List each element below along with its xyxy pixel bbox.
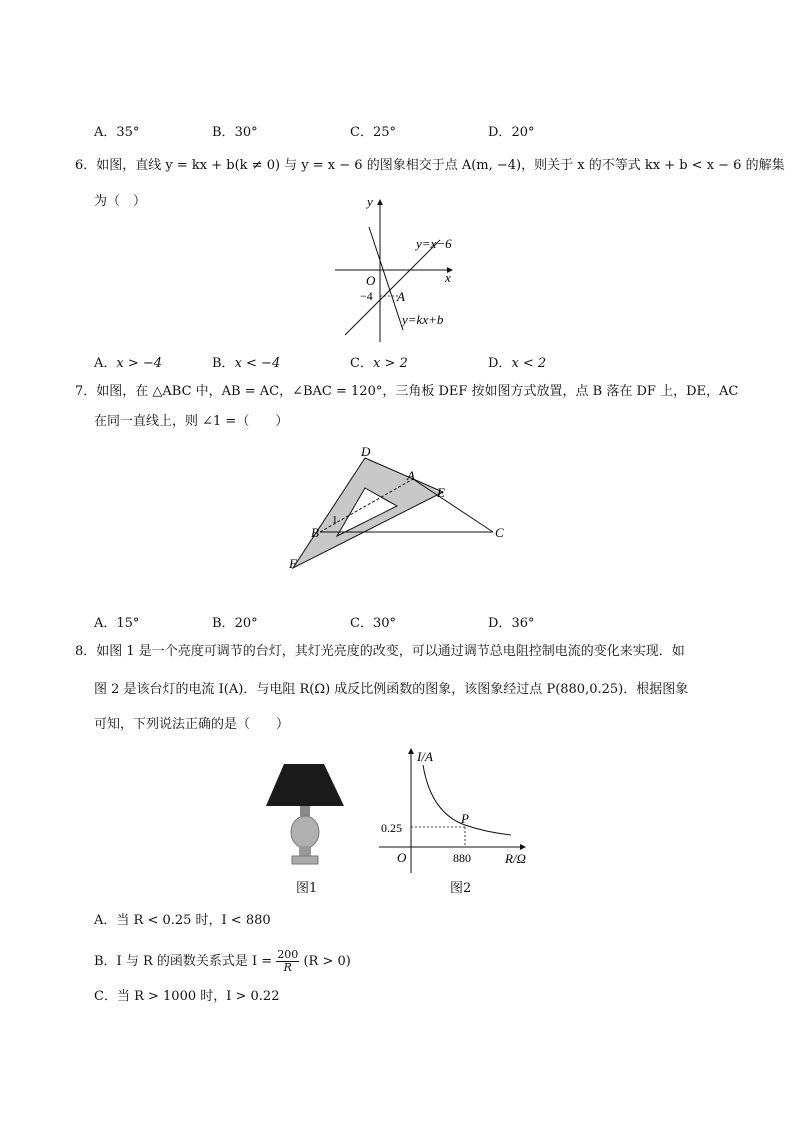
q6-option-a: A．x > −4 bbox=[94, 356, 163, 371]
q7-label-d: D bbox=[361, 444, 371, 459]
q8-option-b-fraction bbox=[276, 949, 299, 974]
q6-origin-label: O bbox=[366, 273, 376, 288]
q5-option-a: A．35° bbox=[94, 125, 140, 140]
q5-option-c: C．25° bbox=[350, 125, 396, 140]
q8-option-b-text: B．I 与 R 的函数关系式是 I = bbox=[94, 954, 273, 969]
lamp-body bbox=[291, 816, 319, 848]
q6-line1-label: y=x−6 bbox=[416, 236, 452, 251]
q6-option-c: C．x > 2 bbox=[350, 356, 408, 371]
q7-label-a: A bbox=[407, 468, 415, 483]
q6-option-d: D．x < 2 bbox=[488, 356, 547, 371]
q6-y-label: y bbox=[367, 194, 373, 209]
q7-option-d: D．36° bbox=[488, 616, 535, 631]
q7-triangle-ruler bbox=[293, 458, 443, 568]
q8-origin-label: O bbox=[397, 850, 407, 865]
q6-y-tick-label: −4 bbox=[360, 289, 373, 303]
lamp-base bbox=[292, 856, 318, 864]
q7-option-a: A．15° bbox=[94, 616, 140, 631]
q8-option-b bbox=[94, 949, 351, 974]
q8-graph bbox=[375, 745, 540, 875]
q5-option-b: B．30° bbox=[212, 125, 258, 140]
q8-option-a: A．当 R < 0.25 时，I < 880 bbox=[94, 913, 271, 928]
q6-line2-label: y=kx+b bbox=[402, 312, 444, 327]
q8-y-tick-label: 0.25 bbox=[381, 821, 402, 835]
q8-point-label: P bbox=[461, 811, 469, 826]
q8-stem-line3: 可知，下列说法正确的是（ ） bbox=[94, 717, 290, 732]
q6-stem-line2: 为（ ） bbox=[94, 194, 147, 209]
q7-label-b: B bbox=[311, 525, 319, 540]
q5-option-d: D．20° bbox=[488, 125, 535, 140]
lamp-stem bbox=[299, 846, 311, 856]
lamp-illustration bbox=[262, 760, 352, 870]
q6-figure bbox=[330, 190, 470, 345]
q8-option-b-numerator: 200 bbox=[277, 948, 299, 961]
q7-label-c: C bbox=[495, 525, 504, 540]
figure1-caption: 图1 bbox=[296, 881, 318, 896]
q8-i-axis-label: I/A bbox=[417, 749, 433, 764]
q6-option-b: B．x < −4 bbox=[212, 356, 281, 371]
q8-stem-line1: 8．如图 1 是一个亮度可调节的台灯，其灯光亮度的改变，可以通过调节总电阻控制电流的变化来实现．如 bbox=[75, 644, 685, 659]
q7-label-e: E bbox=[437, 485, 445, 500]
q6-point-label: A bbox=[397, 289, 405, 304]
q8-option-b-domain: (R > 0) bbox=[303, 954, 351, 969]
q7-segment-ac bbox=[413, 479, 493, 532]
q7-angle-label: 1 bbox=[332, 514, 338, 526]
q7-figure bbox=[285, 440, 515, 570]
lamp-neck bbox=[300, 806, 310, 816]
q7-option-b: B．20° bbox=[212, 616, 258, 631]
q8-option-b-denominator: R bbox=[283, 961, 292, 974]
q8-r-axis-label: R/Ω bbox=[505, 851, 526, 866]
q7-label-f: F bbox=[289, 556, 297, 570]
q7-option-c: C．30° bbox=[350, 616, 396, 631]
q7-stem-line1: 7．如图，在 △ABC 中，AB = AC，∠BAC = 120°，三角板 DEF 按如图方式放置，点 B 落在 DF 上，DE，AC bbox=[75, 384, 739, 399]
figure2-caption: 图2 bbox=[450, 881, 472, 896]
q7-stem-line2: 在同一直线上，则 ∠1 =（ ） bbox=[94, 414, 289, 429]
q8-option-c: C．当 R > 1000 时，I > 0.22 bbox=[94, 989, 280, 1004]
q8-stem-line2: 图 2 是该台灯的电流 I(A)．与电阻 R(Ω) 成反比例函数的图象，该图象经过点 P(880,0.25)．根据图象 bbox=[94, 682, 689, 697]
q6-stem-line1: 6．如图，直线 y = kx + b(k ≠ 0) 与 y = x − 6 的图象相交于点 A(m, −4)，则关于 x 的不等式 kx + b < x − 6 的解集 bbox=[75, 158, 785, 173]
q8-x-tick-label: 880 bbox=[453, 851, 471, 865]
q6-x-label: x bbox=[445, 270, 451, 285]
lamp-shade bbox=[266, 764, 344, 806]
